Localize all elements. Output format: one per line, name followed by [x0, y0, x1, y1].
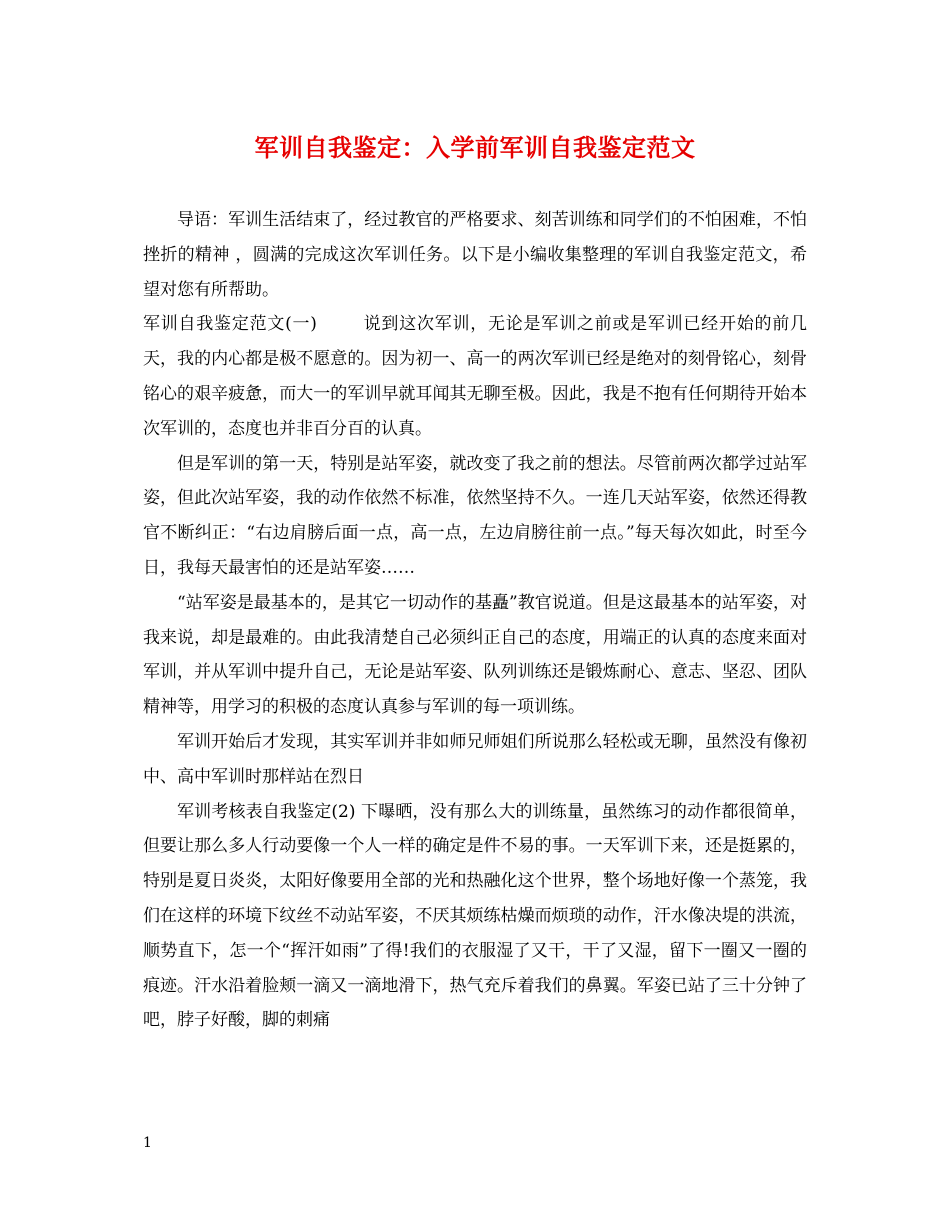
page-title: 军训自我鉴定：入学前军训自我鉴定范文	[254, 134, 696, 162]
paragraph-3: “站军姿是最基本的，是其它一切动作的基矗”教官说道。但是这最基本的站军姿，对我来说，却是最难的。由此我清楚自己必须纠正自己的态度，用端正的认真的态度来面对军训，并从军训中提升自己，无论是站军姿、队列训练还是锻炼耐心、意志、坚忍、团队精神等，用学习的积极的态度认真参与军训的每一项训练。	[143, 592, 807, 718]
paragraph-5: 军训考核表自我鉴定(2) 下曝晒，没有那么大的训练量，虽然练习的动作都很简单，但要让那么多人行动要像一个人一样的确定是件不易的事。一天军训下来，还是挺累的，特别是夏日炎炎，太阳好像要用全部的光和热融化这个世界，整个场地好像一个蒸笼，我们在这样的环境下纹丝不动站军姿，不厌其烦练枯燥而烦琐的动作，汗水像决堤的洪流，顺势直下，怎一个“挥汗如雨”了得!我们的衣服湿了又干，干了又湿，留下一圈又一圈的痕迹。汗水沿着脸颊一滴又一滴地滑下，热气充斥着我们的鼻翼。军姿已站了三十分钟了吧，脖子好酸，脚的刺痛	[143, 801, 807, 1031]
intro-paragraph: 导语：军训生活结束了，经过教官的严格要求、刻苦训练和同学们的不怕困难，不怕挫折的精神 ，圆满的完成这次军训任务。以下是小编收集整理的军训自我鉴定范文，希望对您有所帮助。	[143, 210, 807, 300]
essay-one-heading: 军训自我鉴定范文(一)	[143, 314, 317, 335]
document-body	[143, 203, 807, 1038]
paragraph-4: 军训开始后才发现，其实军训并非如师兄师姐们所说那么轻松或无聊，虽然没有像初中、高中军训时那样站在烈日	[143, 731, 807, 787]
essay-one-text: 说到这次军训，无论是军训之前或是军训已经开始的前几天，我的内心都是极不愿意的。因为初一、高一的两次军训已经是绝对的刻骨铭心，刻骨铭心的艰辛疲惫，而大一的军训早就耳闻其无聊至极。因此，我是不抱有任何期待开始本次军训的，态度也并非百分百的认真。	[143, 314, 808, 439]
paragraph-2: 但是军训的第一天，特别是站军姿，就改变了我之前的想法。尽管前两次都学过站军姿，但此次站军姿，我的动作依然不标准，依然坚持不久。一连几天站军姿，依然还得教官不断纠正：“右边肩膀后面一点，高一点，左边肩膀往前一点。”每天每次如此，时至今日，我每天最害怕的还是站军姿……	[143, 453, 807, 578]
page-number: 1	[143, 1135, 152, 1151]
essay-one-paragraph	[143, 307, 807, 446]
